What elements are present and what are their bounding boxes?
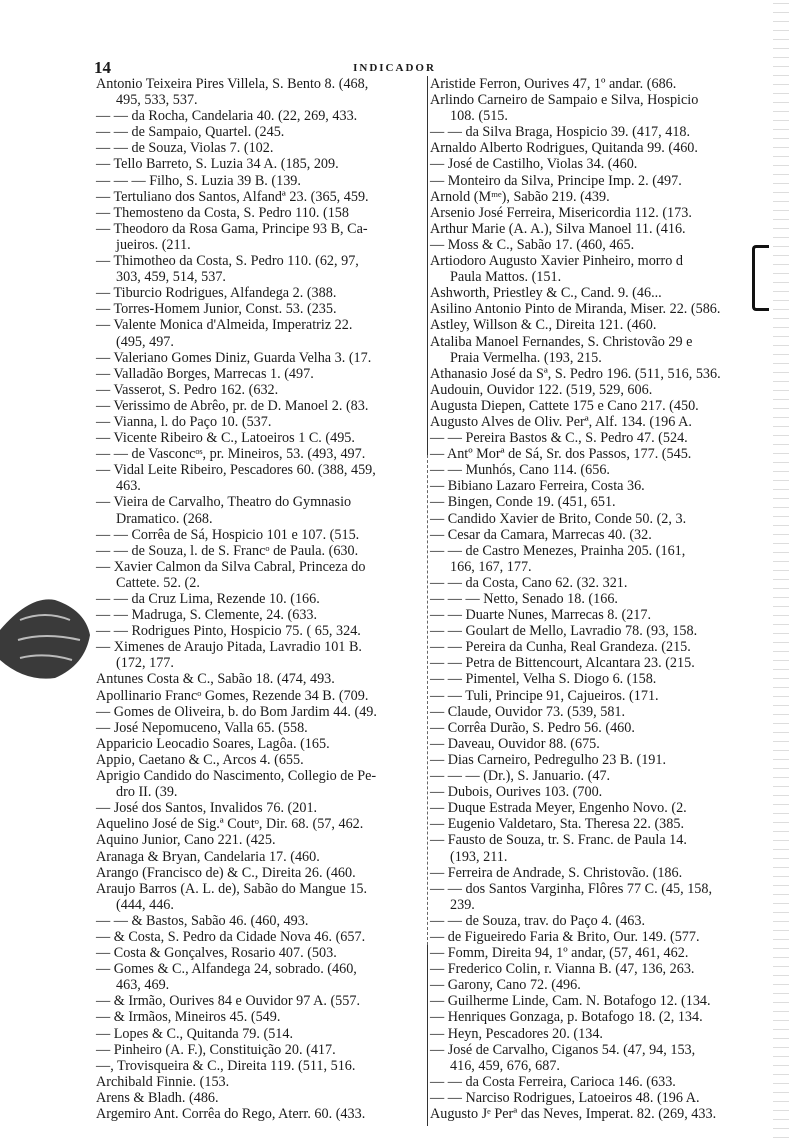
- entry-continuation-line: 463, 469.: [116, 977, 170, 994]
- left-column: [96, 76, 426, 1122]
- entry-line: Aquelino José de Sig.ª Coutᵒ, Dir. 68. (57, 462.: [96, 816, 364, 833]
- directory-entry: [96, 301, 426, 317]
- entry-continuation-line: 239.: [450, 896, 475, 913]
- entry-line: — Henriques Gonzaga, p. Botafogo 18. (2, 134.: [430, 1009, 703, 1026]
- directory-entry: [96, 398, 426, 414]
- directory-entry: [430, 205, 770, 221]
- entry-line: — de Figueiredo Faria & Brito, Our. 149. (577.: [430, 928, 700, 945]
- directory-entry: [430, 173, 770, 189]
- directory-entry: [96, 1009, 426, 1025]
- directory-entry: [96, 446, 426, 462]
- entry-continuation-line: (444, 446.: [116, 896, 174, 913]
- directory-entry: [430, 993, 770, 1009]
- page-number: 14: [94, 58, 111, 77]
- entry-line: — Vieira de Carvalho, Theatro do Gymnasio: [96, 494, 352, 511]
- directory-entry: [430, 398, 770, 414]
- entry-line: — José dos Santos, Invalidos 76. (201.: [96, 800, 318, 817]
- directory-entry: [96, 849, 426, 865]
- entry-line: — Candido Xavier de Brito, Conde 50. (2, 3.: [430, 510, 687, 527]
- entry-line: — Costa & Gonçalves, Rosario 407. (503.: [96, 945, 337, 962]
- entry-line: — Tiburcio Rodrigues, Alfandega 2. (388.: [96, 285, 337, 302]
- directory-entry: [430, 671, 770, 687]
- directory-entry: [96, 1106, 426, 1122]
- directory-entry: [430, 655, 770, 671]
- entry-line: — — Petra de Bittencourt, Alcantara 23. (215.: [430, 655, 695, 672]
- entry-line: — — Corrêa de Sá, Hospicio 101 e 107. (515.: [96, 526, 360, 543]
- directory-entry: [96, 800, 426, 816]
- entry-continuation-line: dro II. (39.: [116, 784, 178, 801]
- entry-line: — Valente Monica d'Almeida, Imperatriz 22.: [96, 317, 353, 334]
- entry-line: Artiodoro Augusto Xavier Pinheiro, morro d: [430, 253, 683, 270]
- directory-entry: [96, 816, 426, 832]
- entry-line: Aranaga & Bryan, Candelaria 17. (460.: [96, 848, 320, 865]
- directory-entry: [430, 1074, 770, 1090]
- directory-entry: [96, 591, 426, 607]
- entry-line: — José Nepomuceno, Valla 65. (558.: [96, 719, 308, 736]
- entry-continuation-line: (172, 177.: [116, 655, 174, 672]
- entry-line: — — de Sampaio, Quartel. (245.: [96, 124, 285, 141]
- entry-line: — Eugenio Valdetaro, Sta. Theresa 22. (385.: [430, 816, 685, 833]
- entry-line: Appio, Caetano & C., Arcos 4. (655.: [96, 751, 304, 768]
- directory-entry: [96, 720, 426, 736]
- directory-entry: [96, 253, 426, 285]
- directory-entry: [96, 961, 426, 993]
- directory-entry: [430, 1009, 770, 1025]
- directory-entry: [96, 1074, 426, 1090]
- entry-line: — Dubois, Ourives 103. (700.: [430, 784, 603, 801]
- entry-line: — Themosteno da Costa, S. Pedro 110. (158: [96, 204, 349, 221]
- page-edge-mark: [752, 245, 769, 311]
- entry-line: — — Pimentel, Velha S. Diogo 6. (158.: [430, 671, 657, 688]
- entry-line: Antunes Costa & C., Sabão 18. (474, 493.: [96, 671, 335, 688]
- directory-entry: [430, 575, 770, 591]
- directory-entry: [96, 430, 426, 446]
- directory-entry: [96, 189, 426, 205]
- entry-line: — Claude, Ouvidor 73. (539, 581.: [430, 703, 626, 720]
- directory-entry: [96, 173, 426, 189]
- entry-line: Antonio Teixeira Pires Villela, S. Bento 8. (468,: [96, 76, 369, 92]
- entry-line: — Duque Estrada Meyer, Engenho Novo. (2.: [430, 800, 687, 817]
- directory-entry: [430, 494, 770, 510]
- entry-line: — Daveau, Ouvidor 88. (675.: [430, 735, 600, 752]
- directory-entry: [430, 688, 770, 704]
- directory-entry: [96, 1026, 426, 1042]
- directory-entry: [430, 366, 770, 382]
- entry-line: — Vidal Leite Ribeiro, Pescadores 60. (388, 459,: [96, 462, 376, 479]
- entry-line: — — Goulart de Mello, Lavradio 78. (93, 158.: [430, 623, 698, 640]
- directory-entry: [96, 1058, 426, 1074]
- entry-continuation-line: (193, 211.: [450, 848, 508, 865]
- directory-entry: [430, 446, 770, 462]
- directory-entry: [430, 382, 770, 398]
- directory-entry: [96, 623, 426, 639]
- directory-entry: [430, 478, 770, 494]
- entry-line: — Frederico Colin, r. Vianna B. (47, 136, 263.: [430, 961, 695, 978]
- entry-line: Augusto Alves de Oliv. Perª, Alf. 134. (196 A.: [430, 413, 692, 430]
- entry-line: — Guilherme Linde, Cam. N. Botafogo 12. (134.: [430, 993, 711, 1010]
- entry-line: Arango (Francisco de) & C., Direita 26. (460.: [96, 864, 356, 881]
- directory-entry: [96, 929, 426, 945]
- directory-entry: [96, 865, 426, 881]
- entry-line: — Valladão Borges, Marrecas 1. (497.: [96, 365, 314, 382]
- directory-entry: [430, 430, 770, 446]
- directory-entry: [96, 752, 426, 768]
- entry-line: Archibald Finnie. (153.: [96, 1073, 230, 1090]
- entry-line: Arnold (Mᵐᵉ), Sabão 219. (439.: [430, 188, 610, 205]
- directory-entry: [430, 237, 770, 253]
- entry-line: — Torres-Homem Junior, Const. 53. (235.: [96, 301, 337, 318]
- directory-entry: [96, 913, 426, 929]
- entry-line: Aprigio Candido do Nascimento, Collegio de Pe-: [96, 768, 377, 785]
- directory-entry: [430, 527, 770, 543]
- entry-line: — Bibiano Lazaro Ferreira, Costa 36.: [430, 478, 645, 495]
- entry-continuation-line: jueiros. (211.: [116, 236, 191, 253]
- directory-entry: [96, 140, 426, 156]
- entry-line: — & Costa, S. Pedro da Cidade Nova 46. (657.: [96, 928, 366, 945]
- entry-line: — Dias Carneiro, Pedregulho 23 B. (191.: [430, 751, 667, 768]
- directory-entry: [96, 527, 426, 543]
- entry-line: — — de Souza, Violas 7. (102.: [96, 140, 274, 157]
- entry-continuation-line: 303, 459, 514, 537.: [116, 269, 226, 286]
- directory-entry: [430, 253, 770, 285]
- entry-line: — — de Vasconcᵒˢ, pr. Mineiros, 53. (493, 497.: [96, 446, 366, 463]
- entry-continuation-line: (495, 497.: [116, 333, 174, 350]
- entry-line: — Fomm, Direita 94, 1º andar, (57, 461, 462.: [430, 945, 689, 962]
- entry-line: — — dos Santos Varginha, Flôres 77 C. (45, 158,: [430, 880, 713, 897]
- entry-line: — José de Castilho, Violas 34. (460.: [430, 156, 638, 173]
- entry-line: — Vicente Ribeiro & C., Latoeiros 1 C. (495.: [96, 430, 355, 447]
- directory-entry: [430, 140, 770, 156]
- directory-entry: [430, 285, 770, 301]
- entry-continuation-line: 166, 167, 177.: [450, 558, 532, 575]
- entry-line: — Gomes & C., Alfandega 24, sobrado. (460,: [96, 961, 357, 978]
- directory-entry: [430, 1106, 770, 1122]
- directory-entry: [430, 92, 770, 124]
- entry-continuation-line: 108. (515.: [450, 108, 508, 125]
- directory-entry: [96, 108, 426, 124]
- directory-entry: [96, 350, 426, 366]
- entry-line: Ashworth, Priestley & C., Cand. 9. (46...: [430, 285, 662, 302]
- entry-line: — — Munhós, Cano 114. (656.: [430, 462, 610, 479]
- directory-entry: [96, 285, 426, 301]
- directory-entry: [96, 366, 426, 382]
- directory-entry: [430, 317, 770, 333]
- entry-line: Augusto Jᵉ Perª das Neves, Imperat. 82. (269, 433.: [430, 1106, 717, 1122]
- entry-continuation-line: 495, 533, 537.: [116, 92, 198, 109]
- entry-line: — Verissimo de Abrêo, pr. de D. Manoel 2. (83.: [96, 397, 369, 414]
- entry-line: — Ferreira de Andrade, S. Christovão. (186.: [430, 864, 683, 881]
- directory-entry: [430, 768, 770, 784]
- entry-line: Argemiro Ant. Corrêa do Rego, Aterr. 60. (433.: [96, 1106, 366, 1122]
- directory-entry: [430, 945, 770, 961]
- directory-entry: [96, 76, 426, 108]
- directory-entry: [96, 768, 426, 800]
- directory-entry: [96, 414, 426, 430]
- directory-entry: [430, 1090, 770, 1106]
- directory-entry: [96, 736, 426, 752]
- entry-line: Augusta Diepen, Cattete 175 e Cano 217. (450.: [430, 397, 699, 414]
- entry-line: Aquino Junior, Cano 221. (425.: [96, 832, 276, 849]
- entry-continuation-line: 416, 459, 676, 687.: [450, 1057, 560, 1074]
- entry-line: — & Irmão, Ourives 84 e Ouvidor 97 A. (557.: [96, 993, 361, 1010]
- entry-line: Araujo Barros (A. L. de), Sabão do Mangue 15.: [96, 880, 368, 897]
- entry-line: — Moss & C., Sabão 17. (460, 465.: [430, 236, 635, 253]
- entry-line: — Bingen, Conde 19. (451, 651.: [430, 494, 616, 511]
- entry-line: — Monteiro da Silva, Principe Imp. 2. (497.: [430, 172, 682, 189]
- directory-entry: [430, 623, 770, 639]
- directory-entry: [430, 543, 770, 575]
- directory-entry: [430, 961, 770, 977]
- directory-entry: [96, 156, 426, 172]
- entry-line: — — da Silva Braga, Hospicio 39. (417, 418.: [430, 124, 691, 141]
- entry-line: Arens & Bladh. (486.: [96, 1089, 219, 1106]
- directory-entry: [430, 1026, 770, 1042]
- entry-continuation-line: Cattete. 52. (2.: [116, 574, 200, 591]
- entry-line: — — Narciso Rodrigues, Latoeiros 48. (196 A.: [430, 1089, 700, 1106]
- entry-line: — — Duarte Nunes, Marrecas 8. (217.: [430, 607, 652, 624]
- entry-line: — Garony, Cano 72. (496.: [430, 977, 581, 994]
- entry-line: — Gomes de Oliveira, b. do Bom Jardim 44. (49.: [96, 703, 377, 720]
- entry-line: Aristide Ferron, Ourives 47, 1º andar. (686.: [430, 76, 677, 92]
- entry-line: — Antº Morª de Sá, Sr. dos Passos, 177. (545.: [430, 446, 692, 463]
- directory-entry: [96, 221, 426, 253]
- entry-line: — José de Carvalho, Ciganos 54. (47, 94, 153,: [430, 1041, 696, 1058]
- entry-line: — — de Castro Menezes, Prainha 205. (161,: [430, 542, 686, 559]
- directory-entry: [430, 720, 770, 736]
- right-column: [430, 76, 770, 1122]
- column-divider-dashed: [427, 455, 428, 945]
- directory-entry: [430, 816, 770, 832]
- entry-line: — Valeriano Gomes Diniz, Guarda Velha 3. (17.: [96, 349, 372, 366]
- directory-entry: [96, 382, 426, 398]
- entry-line: Arthur Marie (A. A.), Silva Manoel 11. (416.: [430, 220, 686, 237]
- entry-line: Athanasio José da Sª, S. Pedro 196. (511, 516, 536.: [430, 365, 721, 382]
- directory-entry: [96, 993, 426, 1009]
- page-edge-noise: [773, 0, 789, 1146]
- entry-line: — — — Netto, Senado 18. (166.: [430, 591, 618, 607]
- entry-line: — — — Filho, S. Luzia 39 B. (139.: [96, 172, 301, 189]
- entry-line: Asilino Antonio Pinto de Miranda, Miser. 22. (586.: [430, 301, 721, 318]
- entry-line: Arsenio José Ferreira, Misericordia 112. (173.: [430, 204, 692, 221]
- directory-entry: [430, 334, 770, 366]
- entry-line: — & Irmãos, Mineiros 45. (549.: [96, 1009, 281, 1026]
- entry-line: — Xavier Calmon da Silva Cabral, Princeza do: [96, 558, 366, 575]
- entry-line: — — de Souza, trav. do Paço 4. (463.: [430, 912, 646, 929]
- entry-line: — Vianna, l. do Paço 10. (537.: [96, 413, 272, 430]
- entry-line: — Theodoro da Rosa Gama, Principe 93 B, Ca-: [96, 220, 368, 237]
- directory-entry: [430, 156, 770, 172]
- entry-line: Apollinario Francᵒ Gomes, Rezende 34 B. (709.: [96, 687, 369, 704]
- directory-entry: [430, 977, 770, 993]
- entry-continuation-line: Paula Mattos. (151.: [450, 269, 562, 286]
- directory-entry: [430, 462, 770, 478]
- directory-entry: [430, 639, 770, 655]
- directory-entry: [430, 736, 770, 752]
- directory-entry: [430, 301, 770, 317]
- entry-line: — Tello Barreto, S. Luzia 34 A. (185, 209.: [96, 156, 339, 173]
- entry-line: — Lopes & C., Quitanda 79. (514.: [96, 1025, 294, 1042]
- directory-entry: [96, 832, 426, 848]
- directory-entry: [96, 1090, 426, 1106]
- directory-entry: [430, 913, 770, 929]
- entry-line: Ataliba Manoel Fernandes, S. Christovão 29 e: [430, 333, 693, 350]
- directory-entry: [430, 607, 770, 623]
- directory-entry: [96, 462, 426, 494]
- directory-entry: [430, 929, 770, 945]
- entry-line: — — da Cruz Lima, Rezende 10. (166.: [96, 591, 320, 607]
- entry-line: Arnaldo Alberto Rodrigues, Quitanda 99. (460.: [430, 140, 698, 157]
- entry-line: — Tertuliano dos Santos, Alfandª 23. (365, 459.: [96, 188, 369, 205]
- entry-line: Audouin, Ouvidor 122. (519, 529, 606.: [430, 381, 653, 398]
- entry-line: —, Trovisqueira & C., Direita 119. (511, 516.: [96, 1057, 356, 1074]
- entry-line: Astley, Willson & C., Direita 121. (460.: [430, 317, 657, 334]
- running-title: INDICADOR: [353, 62, 436, 74]
- entry-line: — — & Bastos, Sabão 46. (460, 493.: [96, 912, 309, 929]
- directory-entry: [96, 124, 426, 140]
- entry-line: Apparicio Leocadio Soares, Lagôa. (165.: [96, 735, 330, 752]
- directory-entry: [96, 543, 426, 559]
- directory-entry: [430, 800, 770, 816]
- entry-line: — Pinheiro (A. F.), Constituição 20. (417.: [96, 1041, 336, 1058]
- directory-entry: [96, 688, 426, 704]
- directory-entry: [96, 205, 426, 221]
- directory-entry: [430, 414, 770, 430]
- entry-line: — — da Costa Ferreira, Carioca 146. (633.: [430, 1073, 676, 1090]
- directory-entry: [430, 221, 770, 237]
- directory-entry: [96, 559, 426, 591]
- entry-line: — Heyn, Pescadores 20. (134.: [430, 1025, 603, 1042]
- directory-entry: [430, 881, 770, 913]
- entry-continuation-line: Praia Vermelha. (193, 215.: [450, 349, 602, 366]
- directory-entry: [96, 317, 426, 349]
- entry-line: — Vasserot, S. Pedro 162. (632.: [96, 381, 279, 398]
- directory-entry: [96, 494, 426, 526]
- entry-line: — Ximenes de Araujo Pitada, Lavradio 101 B.: [96, 639, 362, 656]
- entry-line: — — Rodrigues Pinto, Hospicio 75. ( 65, 324.: [96, 623, 361, 640]
- entry-line: — — da Rocha, Candelaria 40. (22, 269, 433.: [96, 108, 358, 125]
- directory-entry: [430, 832, 770, 864]
- directory-entry: [430, 124, 770, 140]
- directory-entry: [430, 1042, 770, 1074]
- entry-line: — — de Souza, l. de S. Francᵒ de Paula. (630.: [96, 542, 359, 559]
- entry-line: — — Pereira Bastos & C., S. Pedro 47. (524.: [430, 430, 688, 447]
- directory-entry: [430, 511, 770, 527]
- directory-entry: [430, 752, 770, 768]
- directory-entry: [96, 945, 426, 961]
- directory-entry: [96, 881, 426, 913]
- entry-continuation-line: Dramatico. (268.: [116, 510, 213, 527]
- entry-line: — Thimotheo da Costa, S. Pedro 110. (62, 97,: [96, 253, 359, 270]
- directory-entry: [430, 189, 770, 205]
- entry-line: — — Madruga, S. Clemente, 24. (633.: [96, 607, 318, 624]
- entry-continuation-line: 463.: [116, 478, 141, 495]
- directory-entry: [96, 1042, 426, 1058]
- directory-entry: [96, 671, 426, 687]
- directory-entry: [96, 704, 426, 720]
- entry-line: — — Tuli, Principe 91, Cajueiros. (171.: [430, 687, 659, 704]
- entry-line: — Cesar da Camara, Marrecas 40. (32.: [430, 526, 652, 543]
- directory-entry: [430, 76, 770, 92]
- directory-entry: [96, 607, 426, 623]
- directory-entry: [430, 865, 770, 881]
- directory-entry: [430, 784, 770, 800]
- book-binding-shadow-icon: [0, 590, 92, 685]
- directory-entry: [430, 591, 770, 607]
- entry-line: — — Pereira da Cunha, Real Grandeza. (215.: [430, 639, 691, 656]
- entry-line: — — — (Dr.), S. Januario. (47.: [430, 768, 611, 785]
- directory-entry: [96, 639, 426, 671]
- entry-line: — — da Costa, Cano 62. (32. 321.: [430, 574, 628, 591]
- entry-line: Arlindo Carneiro de Sampaio e Silva, Hospicio: [430, 92, 699, 109]
- entry-line: — Fausto de Souza, tr. S. Franc. de Paula 14.: [430, 832, 687, 849]
- entry-line: — Corrêa Durão, S. Pedro 56. (460.: [430, 719, 635, 736]
- directory-entry: [430, 704, 770, 720]
